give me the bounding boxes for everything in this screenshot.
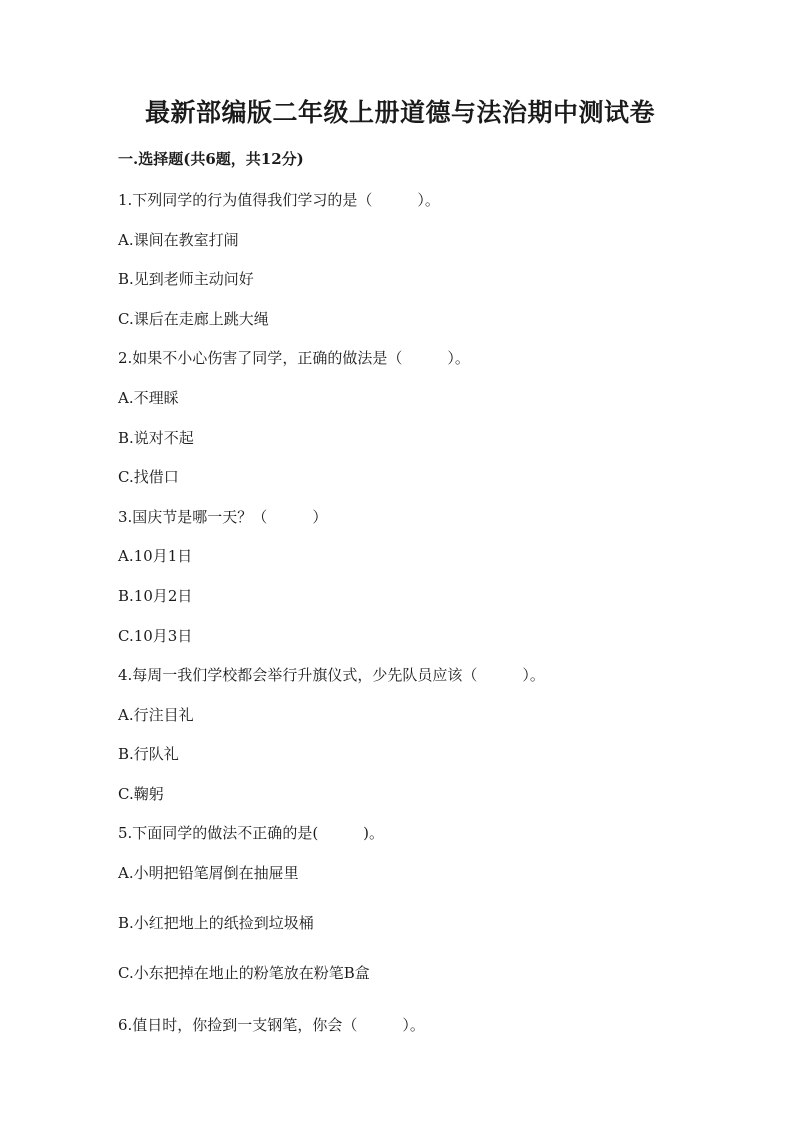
- question-3-option-a: A.10月1日: [118, 547, 193, 565]
- question-4-option-a: A.行注目礼: [118, 706, 194, 724]
- question-2-option-b: B.说对不起: [118, 429, 194, 447]
- question-3-option-b: B.10月2日: [118, 587, 193, 605]
- question-4: 4.每周一我们学校都会举行升旗仪式，少先队员应该（ ）。: [118, 666, 545, 684]
- question-3-option-c: C.10月3日: [118, 627, 193, 645]
- question-4-option-c: C.鞠躬: [118, 785, 164, 803]
- question-5-option-c: C.小东把掉在地止的粉笔放在粉笔B盒: [118, 964, 370, 982]
- question-5: 5.下面同学的做法不正确的是( )。: [118, 824, 385, 842]
- question-3: 3.国庆节是哪一天？（ ）: [118, 508, 328, 526]
- question-2-option-c: C.找借口: [118, 468, 179, 486]
- question-5-option-a: A.小明把铅笔屑倒在抽屉里: [118, 864, 299, 882]
- question-1-option-a: A.课间在教室打闹: [118, 231, 239, 249]
- question-1-option-c: C.课后在走廊上跳大绳: [118, 310, 269, 328]
- question-6: 6.值日时，你捡到一支钢笔，你会（ ）。: [118, 1016, 425, 1034]
- question-5-option-b: B.小红把地上的纸捡到垃圾桶: [118, 914, 314, 932]
- question-1-option-b: B.见到老师主动问好: [118, 270, 254, 288]
- question-2-option-a: A.不理睬: [118, 389, 179, 407]
- question-2: 2.如果不小心伤害了同学，正确的做法是（ ）。: [118, 349, 470, 367]
- section-heading: 一.选择题(共6题，共12分): [118, 150, 304, 168]
- document-title: 最新部编版二年级上册道德与法治期中测试卷: [144, 98, 655, 127]
- question-1: 1.下列同学的行为值得我们学习的是（ ）。: [118, 191, 440, 209]
- question-4-option-b: B.行队礼: [118, 745, 179, 763]
